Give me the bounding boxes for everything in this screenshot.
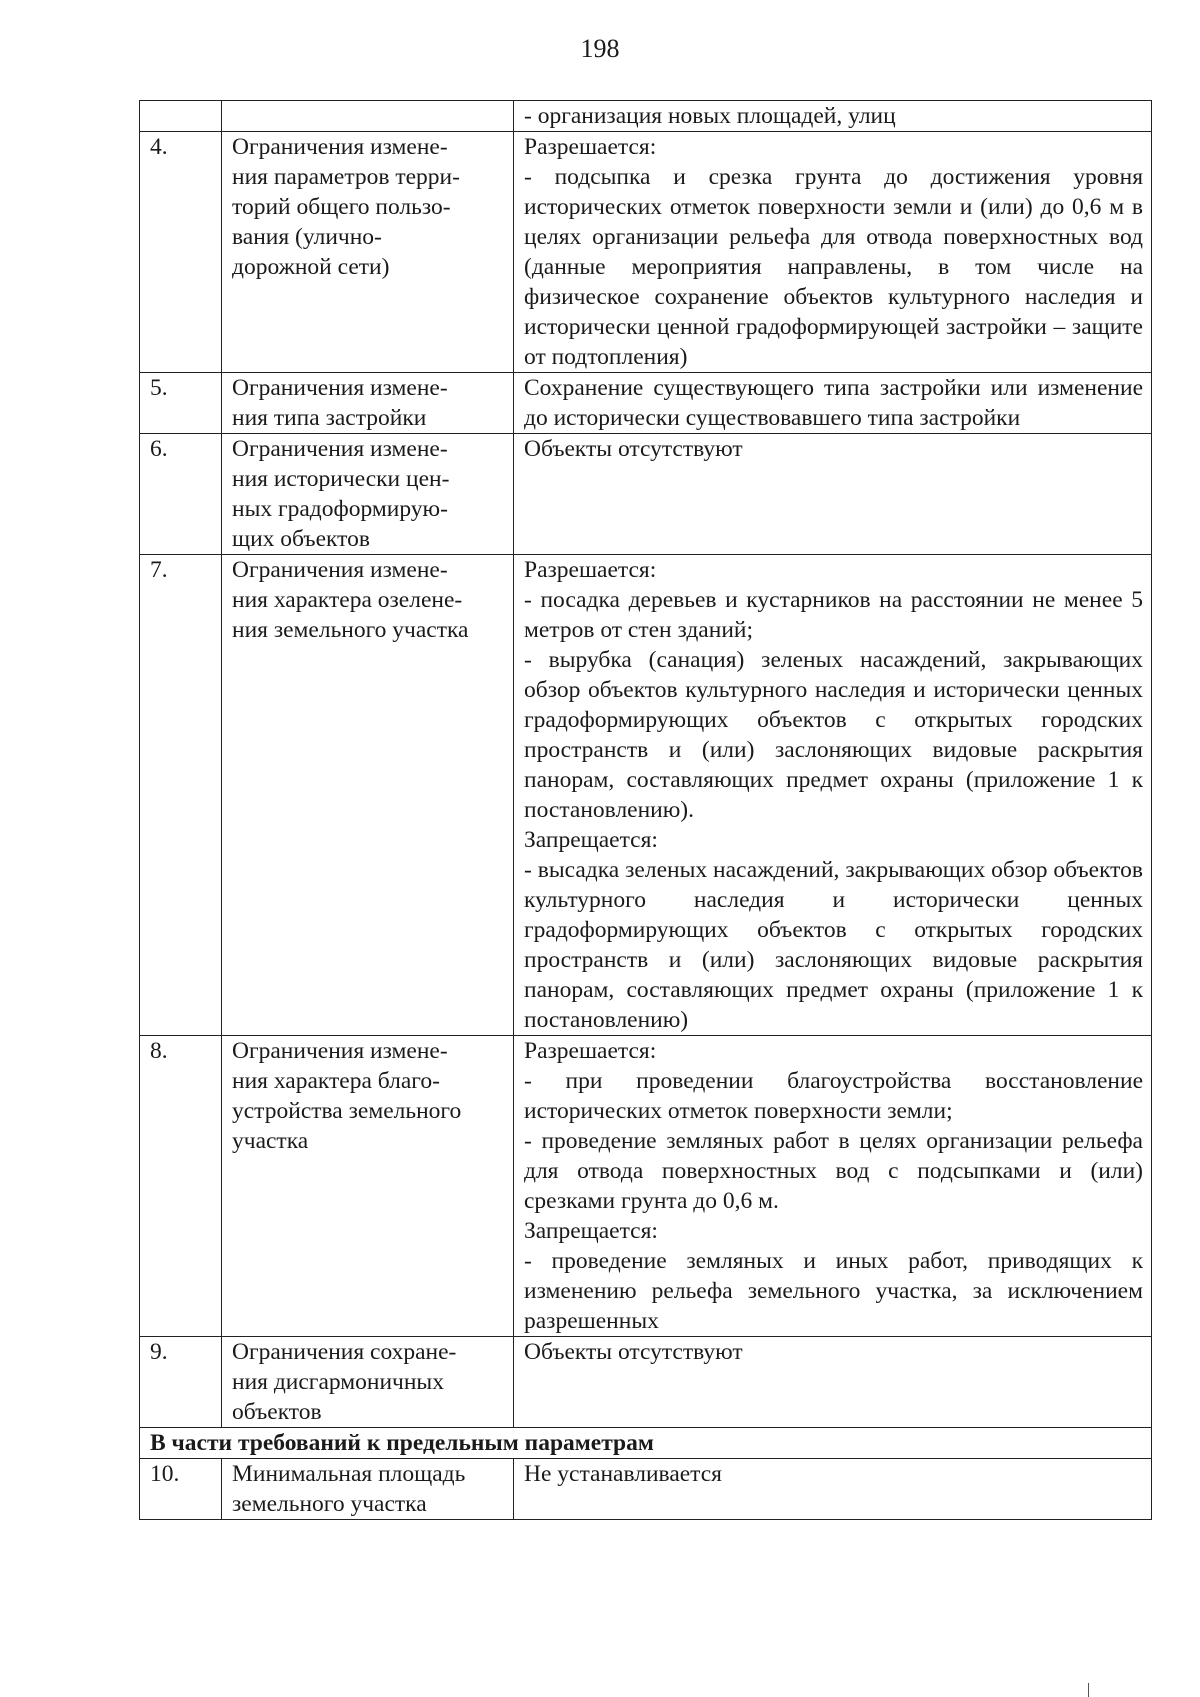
- restriction-description-line: - вырубка (санация) зеленых насаждений, закрывающих обзор объектов культурного наследия и исторически ценных градоформирующих объектов с открытых городских пространств и (или) заслоняющих видовые раскрытия панорам, составляющих предмет охраны (приложение 1 к постановлению).: [524, 647, 1143, 823]
- restriction-description: [514, 101, 1152, 132]
- restriction-name: [222, 101, 514, 132]
- table-row: [140, 1036, 1152, 1337]
- restriction-description-line: - подсыпка и срезка грунта до достижения уровня исторических отметок поверхности земли и (или) до 0,6 м в целях организации рельефа для отвода поверхностных вод (данные мероприятия направлены, в том числе на физическое сохранение объектов культурного наследия и исторически ценной градоформирующей застройки – защите от подтопления): [524, 164, 1143, 370]
- restriction-name-line: ния дисгармоничных: [232, 1369, 444, 1395]
- restriction-description-line: - проведение земляных и иных работ, приводящих к изменению рельефа земельного участка, за исключением разрешенных: [524, 1248, 1143, 1334]
- restriction-name-line: Ограничения измене-: [232, 1038, 448, 1064]
- restriction-name-line: ния параметров терри-: [232, 164, 460, 190]
- row-number: 9.: [140, 1337, 222, 1428]
- restriction-description-line: - организация новых площадей, улиц: [524, 103, 896, 129]
- table-row: [140, 555, 1152, 1036]
- restriction-description-line: Не устанавливается: [524, 1461, 722, 1487]
- row-number: 10.: [140, 1459, 222, 1520]
- table-row: [140, 373, 1152, 434]
- restriction-description-line: Объекты отсутствуют: [524, 1339, 743, 1365]
- table-row: [140, 101, 1152, 132]
- restriction-description-line: - проведение земляных работ в целях организации рельефа для отвода поверхностных вод с подсыпками и (или) срезками грунта до 0,6 м.: [524, 1128, 1143, 1214]
- table-body: [140, 101, 1152, 1520]
- restriction-description: [514, 1459, 1152, 1520]
- table-row: [140, 1459, 1152, 1520]
- restriction-name-line: Ограничения измене-: [232, 436, 448, 462]
- table-row: [140, 132, 1152, 373]
- restriction-name-line: ния земельного участка: [232, 617, 469, 643]
- restriction-description-line: - посадка деревьев и кустарников на расстоянии не менее 5 метров от стен зданий;: [524, 587, 1143, 643]
- restriction-name-line: объектов: [232, 1399, 322, 1425]
- restriction-name-line: щих объектов: [232, 526, 370, 552]
- row-number: 6.: [140, 434, 222, 555]
- row-number: 5.: [140, 373, 222, 434]
- restriction-description-line: - при проведении благоустройства восстановление исторических отметок поверхности земли;: [524, 1068, 1143, 1124]
- restriction-description-line: Запрещается:: [524, 1218, 658, 1244]
- restriction-description-line: Разрешается:: [524, 557, 657, 583]
- scan-mark: [1088, 1683, 1089, 1697]
- restriction-description-line: Сохранение существующего типа застройки или изменение до исторически существовавшего типа застройки: [524, 375, 1143, 431]
- restriction-name: [222, 373, 514, 434]
- restriction-name: [222, 1459, 514, 1520]
- regulations-table: [139, 100, 1152, 1520]
- restriction-name-line: вания (улично-: [232, 224, 382, 250]
- restriction-name-line: ния типа застройки: [232, 405, 427, 431]
- restriction-description-line: Объекты отсутствуют: [524, 436, 743, 462]
- restriction-description: [514, 1036, 1152, 1337]
- restriction-description-line: Запрещается:: [524, 827, 658, 853]
- restriction-description: [514, 1337, 1152, 1428]
- restriction-name-line: ния характера благо-: [232, 1068, 440, 1094]
- restriction-description: [514, 434, 1152, 555]
- restriction-name-line: устройства земельного: [232, 1098, 462, 1124]
- section-heading: В части требований к предельным параметрам: [140, 1428, 1152, 1459]
- restriction-name-line: дорожной сети): [232, 254, 390, 280]
- restriction-name-line: Ограничения измене-: [232, 375, 448, 401]
- restriction-description-line: - высадка зеленых насаждений, закрывающих обзор объектов культурного наследия и исторически ценных градоформирующих объектов с открытых городских пространств и (или) заслоняющих видовые раскрытия панорам, составляющих предмет охраны (приложение 1 к постановлению): [524, 857, 1143, 1033]
- restriction-name-line: Ограничения измене-: [232, 134, 448, 160]
- restriction-name-line: земельного участка: [232, 1491, 427, 1517]
- section-row: [140, 1428, 1152, 1459]
- page-number: 198: [580, 34, 620, 63]
- restriction-description: [514, 373, 1152, 434]
- restriction-description-line: Разрешается:: [524, 1038, 657, 1064]
- row-number: 8.: [140, 1036, 222, 1337]
- table-row: [140, 434, 1152, 555]
- row-number: [140, 101, 222, 132]
- restriction-name-line: ния характера озелене-: [232, 587, 463, 613]
- restriction-name: [222, 1036, 514, 1337]
- restriction-name-line: ния исторически цен-: [232, 466, 450, 492]
- restriction-description: [514, 132, 1152, 373]
- restriction-name: [222, 555, 514, 1036]
- restriction-description-line: Разрешается:: [524, 134, 657, 160]
- restriction-name: [222, 1337, 514, 1428]
- restriction-name-line: Ограничения измене-: [232, 557, 448, 583]
- row-number: 4.: [140, 132, 222, 373]
- restriction-name-line: Ограничения сохране-: [232, 1339, 457, 1365]
- table-row: [140, 1337, 1152, 1428]
- restriction-description: [514, 555, 1152, 1036]
- restriction-name-line: участка: [232, 1128, 309, 1154]
- restriction-name: [222, 132, 514, 373]
- restriction-name-line: торий общего пользо-: [232, 194, 451, 220]
- restriction-name: [222, 434, 514, 555]
- row-number: 7.: [140, 555, 222, 1036]
- restriction-name-line: ных градоформирую-: [232, 496, 448, 522]
- restriction-name-line: Минимальная площадь: [232, 1461, 466, 1487]
